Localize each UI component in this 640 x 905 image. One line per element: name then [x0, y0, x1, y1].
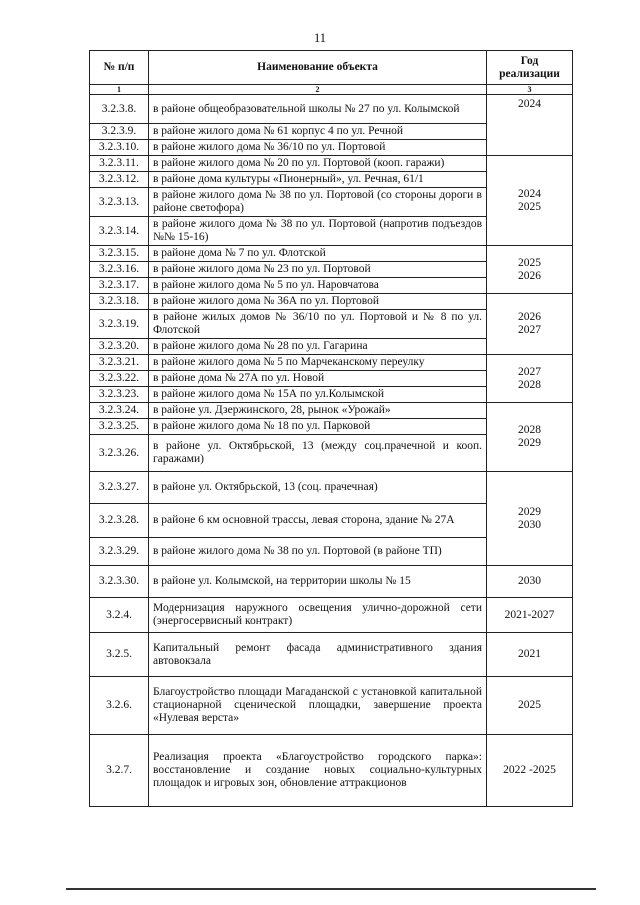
row-name: в районе жилых домов № 36/10 по ул. Портовой и № 8 по ул. Флотской — [149, 310, 487, 339]
table-row — [90, 156, 573, 172]
index-cell: 3 — [487, 85, 573, 95]
row-name: в районе ул. Колымской, на территории школы № 15 — [149, 566, 487, 598]
row-name: Капитальный ремонт фасада административного здания автовокзала — [149, 633, 487, 677]
year-value: 2028 — [518, 378, 541, 391]
objects-table — [89, 50, 573, 807]
year-cell: 2030 — [487, 566, 573, 598]
row-name: в районе жилого дома № 61 корпус 4 по ул. Речной — [149, 124, 487, 140]
row-number: 3.2.3.22. — [90, 371, 149, 387]
year-value: 2027 — [518, 324, 541, 336]
row-number: 3.2.3.20. — [90, 339, 149, 355]
row-number: 3.2.3.19. — [90, 310, 149, 339]
row-name: в районе жилого дома № 20 по ул. Портовой (кооп. гаражи) — [149, 156, 487, 172]
row-number: 3.2.3.12. — [90, 172, 149, 188]
row-name: в районе жилого дома № 5 по Марчеканскому переулку — [149, 355, 487, 371]
row-number: 3.2.3.24. — [90, 403, 149, 419]
row-number: 3.2.3.18. — [90, 294, 149, 310]
row-name: Модернизация наружного освещения улично-дорожной сети (энергосервисный контракт) — [149, 598, 487, 633]
row-number: 3.2.3.10. — [90, 140, 149, 156]
table-row — [90, 294, 573, 310]
row-name: в районе жилого дома № 36/10 по ул. Портовой — [149, 140, 487, 156]
row-name: в районе жилого дома № 36А по ул. Портовой — [149, 294, 487, 310]
row-name: в районе жилого дома № 15А по ул.Колымской — [149, 387, 487, 403]
header-name: Наименование объекта — [149, 51, 487, 85]
year-cell: 2025 — [487, 677, 573, 735]
header-year: Год реализации — [487, 51, 573, 85]
index-cell: 2 — [149, 85, 487, 95]
row-number: 3.2.3.11. — [90, 156, 149, 172]
year-cell: 2022 -2025 — [487, 735, 573, 807]
year-cell — [487, 156, 573, 246]
row-name: в районе жилого дома № 38 по ул. Портовой (в районе ТП) — [149, 538, 487, 566]
bottom-rule — [66, 888, 596, 890]
year-cell: 2021-2027 — [487, 598, 573, 633]
year-value: 2024 — [518, 187, 541, 200]
row-number: 3.2.3.17. — [90, 278, 149, 294]
row-name: в районе ул. Октябрьской, 13 (соц. прачечная) — [149, 472, 487, 504]
year-cell: 2021 — [487, 633, 573, 677]
year-value: 2029 — [518, 437, 541, 449]
row-name: в районе дома № 7 по ул. Флотской — [149, 246, 487, 262]
row-name: в районе дома № 27А по ул. Новой — [149, 371, 487, 387]
table-row — [90, 95, 573, 124]
table-row — [90, 677, 573, 735]
row-number: 3.2.3.15. — [90, 246, 149, 262]
page-number: 11 — [313, 31, 327, 45]
year-value: 2025 — [518, 256, 541, 269]
row-name: в районе жилого дома № 23 по ул. Портовой — [149, 262, 487, 278]
row-name: в районе жилого дома № 38 по ул. Портовой (напротив подъездов №№ 15-16) — [149, 217, 487, 246]
row-name: в районе общеобразовательной школы № 27 по ул. Колымской — [149, 95, 487, 124]
year-cell — [487, 294, 573, 355]
row-number: 3.2.3.30. — [90, 566, 149, 598]
table-row — [90, 246, 573, 262]
row-number: 3.2.7. — [90, 735, 149, 807]
row-name: Реализация проекта «Благоустройство городского парка»: восстановление и создание новых социально-культурных площадок и игровых зон, обновление аттракционов — [149, 735, 487, 807]
table-row — [90, 633, 573, 677]
table-row — [90, 735, 573, 807]
row-number: 3.2.3.13. — [90, 188, 149, 217]
row-name: в районе жилого дома № 18 по ул. Парковой — [149, 419, 487, 435]
row-name: в районе ул. Дзержинского, 28, рынок «Урожай» — [149, 403, 487, 419]
year-value: 2026 — [518, 269, 541, 282]
row-name: в районе 6 км основной трассы, левая сторона, здание № 27А — [149, 504, 487, 538]
year-cell: 2024 — [487, 95, 573, 156]
header-num: № п/п — [90, 51, 149, 85]
year-value: 2029 — [518, 505, 541, 518]
row-number: 3.2.3.28. — [90, 504, 149, 538]
row-name: в районе дома культуры «Пионерный», ул. Речная, 61/1 — [149, 172, 487, 188]
table-row — [90, 566, 573, 598]
year-cell — [487, 403, 573, 472]
header-row — [90, 51, 573, 85]
row-number: 3.2.3.16. — [90, 262, 149, 278]
year-cell — [487, 355, 573, 403]
table-row — [90, 355, 573, 371]
row-name: в районе жилого дома № 38 по ул. Портовой (со стороны дороги в районе светофора) — [149, 188, 487, 217]
row-number: 3.2.3.27. — [90, 472, 149, 504]
row-number: 3.2.3.9. — [90, 124, 149, 140]
index-row — [90, 85, 573, 95]
table-row — [90, 598, 573, 633]
row-number: 3.2.3.23. — [90, 387, 149, 403]
table-row — [90, 403, 573, 419]
row-number: 3.2.3.25. — [90, 419, 149, 435]
row-name: в районе жилого дома № 28 по ул. Гагарина — [149, 339, 487, 355]
row-number: 3.2.3.26. — [90, 435, 149, 472]
row-number: 3.2.4. — [90, 598, 149, 633]
row-number: 3.2.6. — [90, 677, 149, 735]
year-value: 2028 — [518, 424, 541, 436]
row-number: 3.2.3.14. — [90, 217, 149, 246]
row-name: в районе жилого дома № 5 по ул. Наровчатова — [149, 278, 487, 294]
row-number: 3.2.3.8. — [90, 95, 149, 124]
row-number: 3.2.5. — [90, 633, 149, 677]
row-name: Благоустройство площади Магаданской с установкой капитальной стационарной сценической площадки, завершение проекта «Нулевая верста» — [149, 677, 487, 735]
row-number: 3.2.3.21. — [90, 355, 149, 371]
year-value: 2030 — [518, 518, 541, 531]
index-cell: 1 — [90, 85, 149, 95]
year-cell — [487, 472, 573, 566]
year-value: 2026 — [518, 311, 541, 323]
year-cell — [487, 246, 573, 294]
table-row — [90, 472, 573, 504]
row-number: 3.2.3.29. — [90, 538, 149, 566]
year-value: 2025 — [518, 200, 541, 213]
row-name: в районе ул. Октябрьской, 13 (между соц.прачечной и кооп. гаражами) — [149, 435, 487, 472]
year-value: 2027 — [518, 365, 541, 378]
